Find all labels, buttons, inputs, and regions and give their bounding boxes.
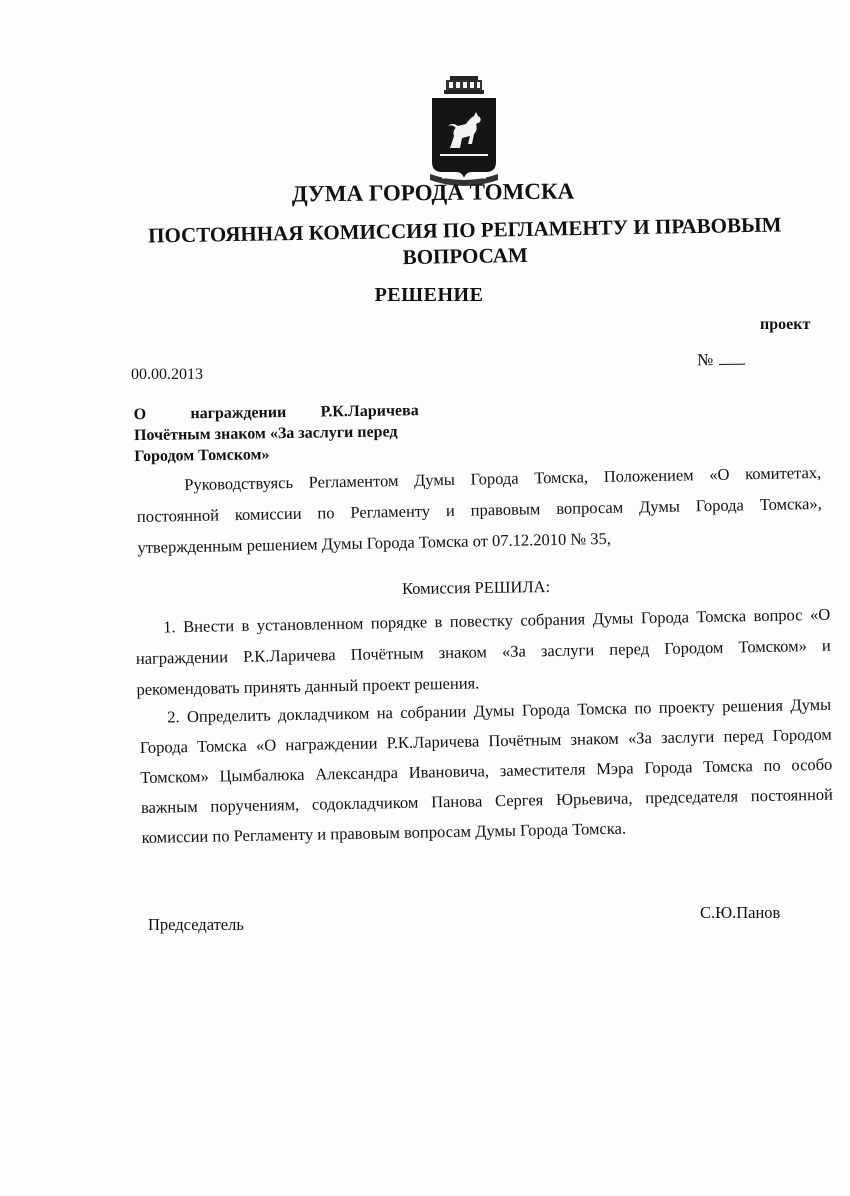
subject-word-3: Р.К.Ларичева xyxy=(320,402,419,421)
subject-line-3: Городом Томском» xyxy=(134,446,270,466)
decision-item-2: 2. Определить докладчиком на собрании Думы Города Томска по проекту решения Думы Города Томска «О награждении Р.К.Ларичева Почётным знаком «За заслуги перед Городом Томском» Цымбалюка Александра Ивановича, заместителя Мэра Города Томска по особо важным поручениям, содокладчиком Панова Сергея Юрьевича, председателя постоянной комиссии по Регламенту и правовым вопросам Думы Города Томска. xyxy=(139,694,834,847)
subject-word-1: О xyxy=(133,405,147,424)
number-label: № xyxy=(696,350,714,370)
document-number xyxy=(697,350,746,371)
document-date: 00.00.2013 xyxy=(131,366,203,383)
signer-name: С.Ю.Панов xyxy=(700,903,781,922)
tomsk-coat-of-arms-icon xyxy=(428,74,500,186)
org-name: ДУМА ГОРОДА ТОМСКА xyxy=(291,178,575,207)
document-type: РЕШЕНИЕ xyxy=(374,284,484,306)
number-blank xyxy=(719,352,745,365)
subject-line-2: Почётным знаком «За заслуги перед xyxy=(133,423,398,445)
commission-name xyxy=(0,209,850,277)
decision-item-1: 1. Внести в установленном порядке в повестку собрания Думы Города Томска вопрос «О награждении Р.К.Ларичева Почётным знаком «За заслуги перед Городом Томском» и рекомендовать принять данный проект решения. xyxy=(135,604,831,699)
signer-title: Председатель xyxy=(148,915,244,934)
commission-line-1: ПОСТОЯННАЯ КОМИССИЯ ПО РЕГЛАМЕНТУ И ПРАВОВЫМ xyxy=(147,212,782,248)
decision-heading: Комиссия РЕШИЛА: xyxy=(401,576,551,599)
document-subject xyxy=(134,400,435,467)
subject-word-2: награждении xyxy=(190,403,287,423)
preamble-paragraph: Руководствуясь Регламентом Думы Города Томска, Положением «О комитетах, постоянной комиссии по Регламенту и правовым вопросам Думы Города Томска», утвержденным решением Думы Города Томска от 07.12.2010 № 35, xyxy=(136,462,822,557)
draft-label: проект xyxy=(760,316,811,333)
commission-line-2: ВОПРОСАМ xyxy=(402,242,528,270)
